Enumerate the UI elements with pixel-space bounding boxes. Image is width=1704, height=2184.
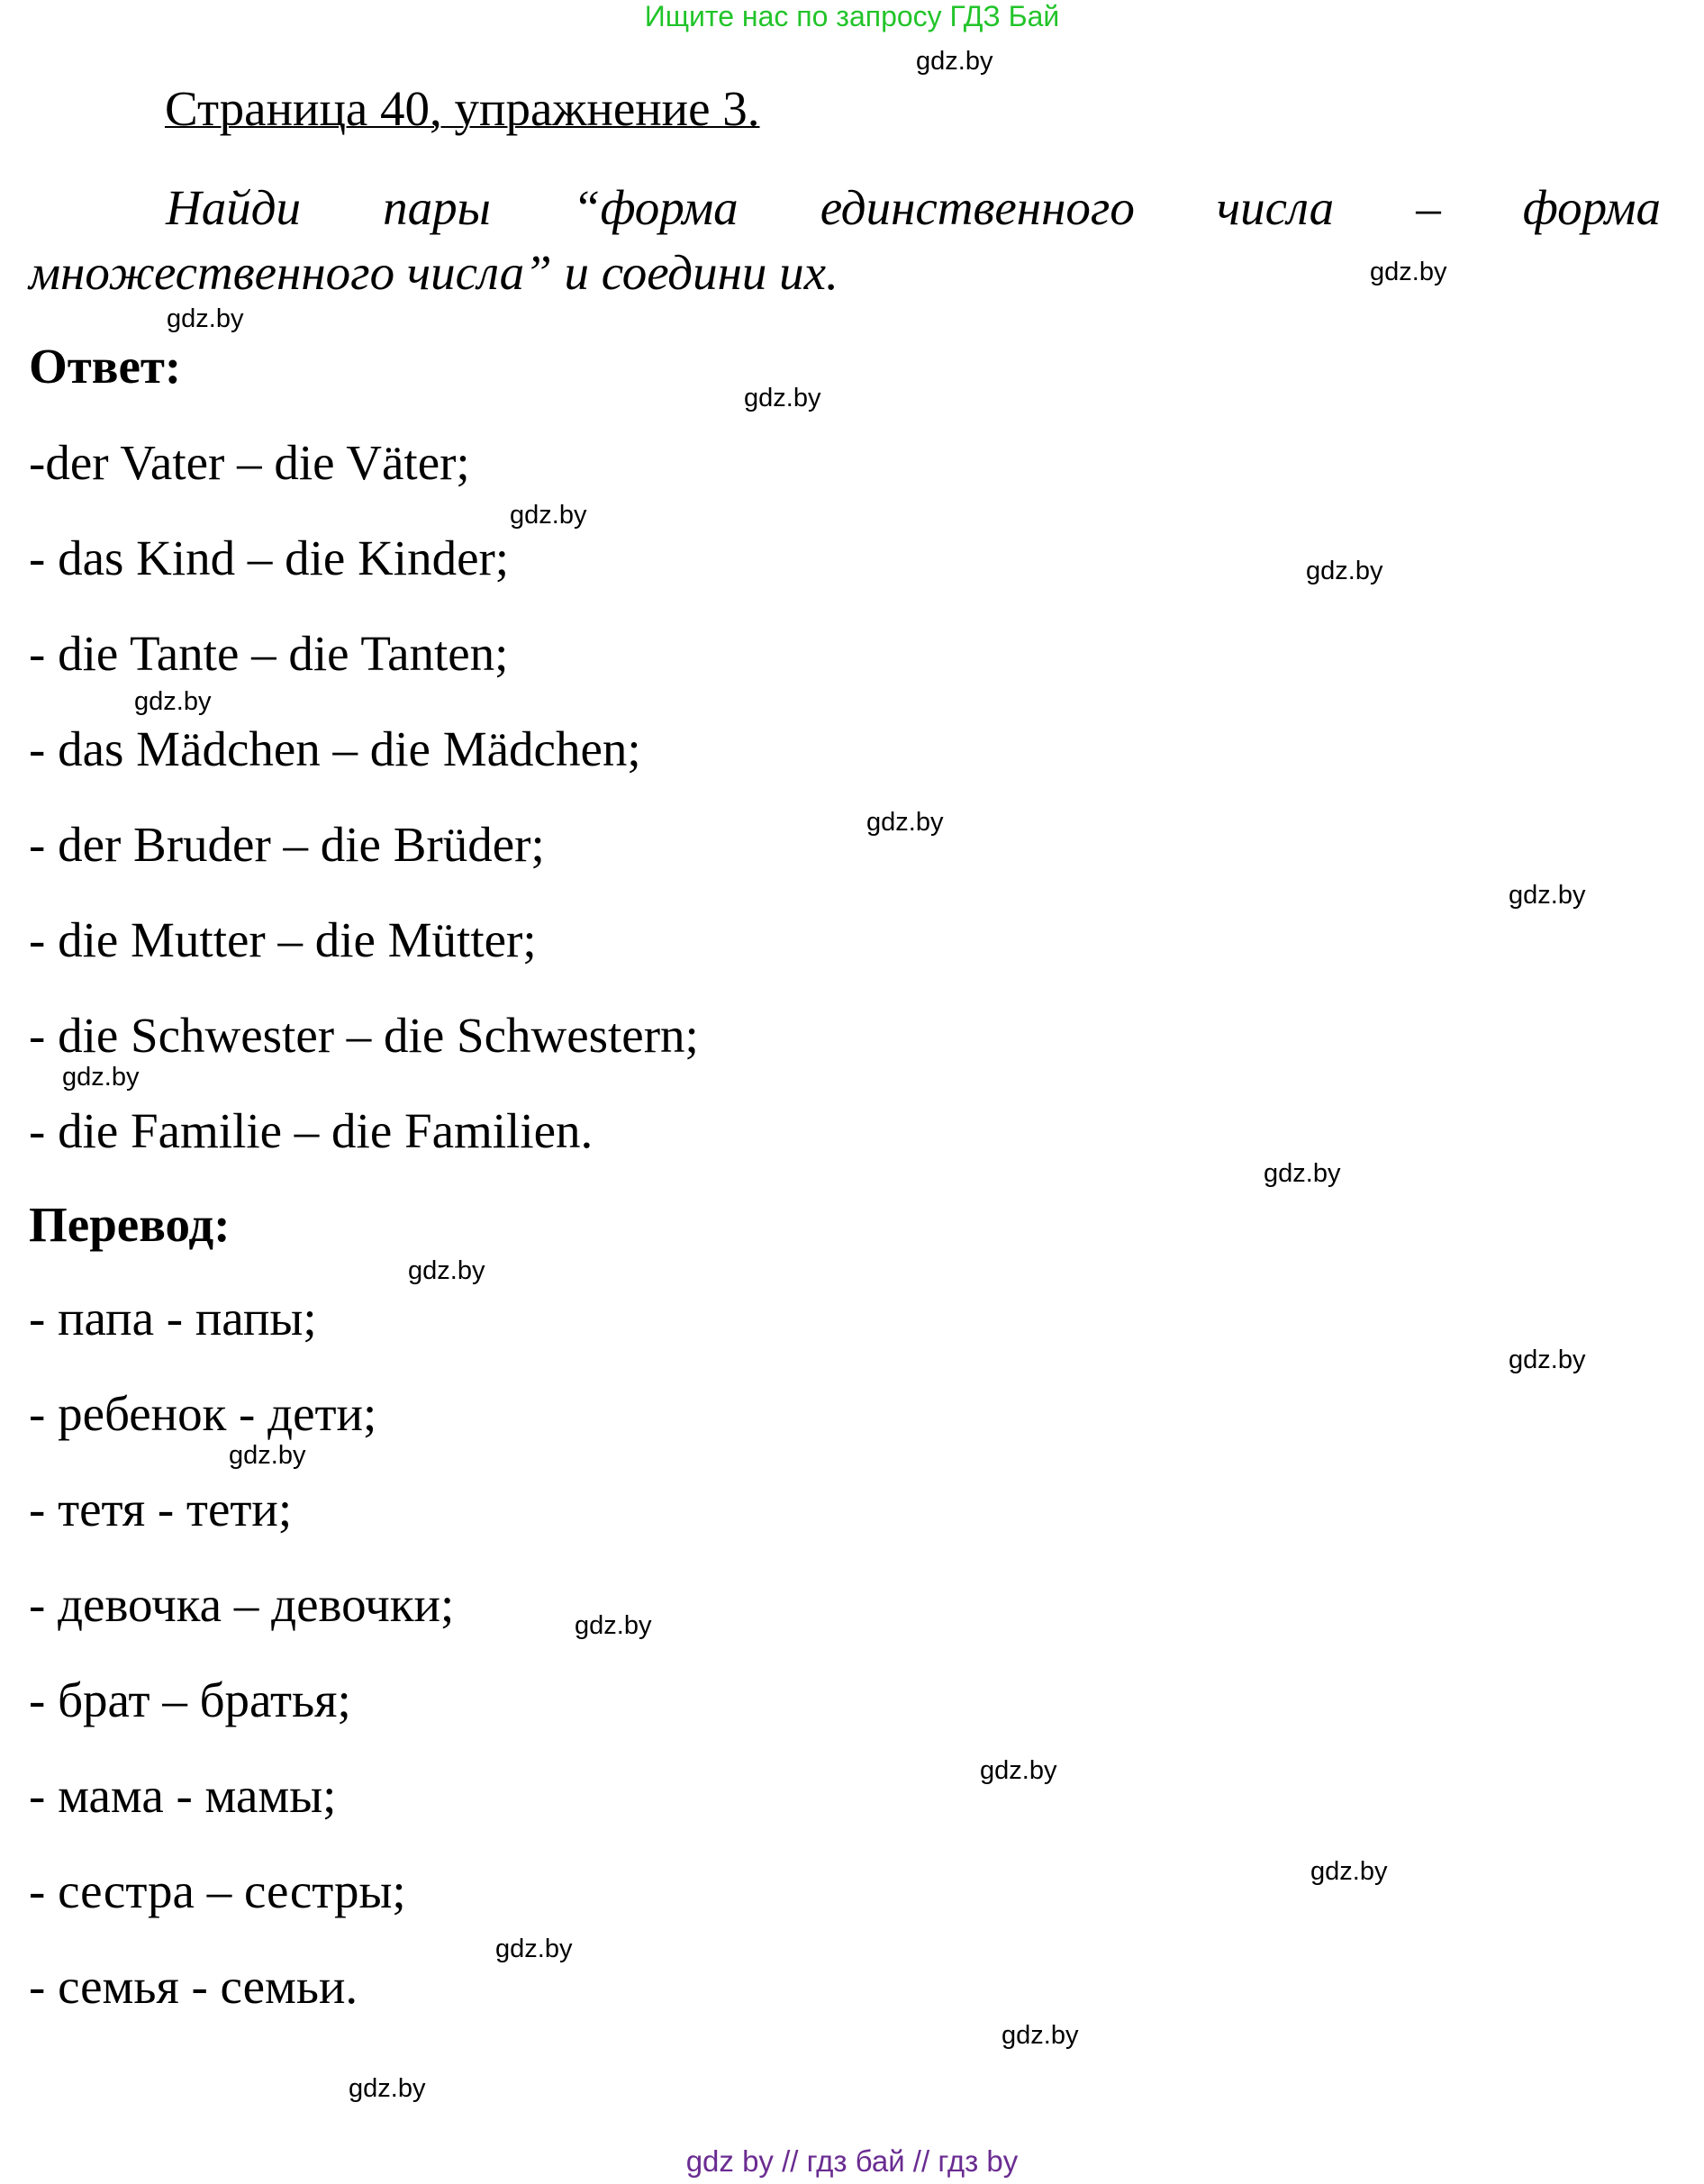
task-word: единственного [820, 180, 1135, 235]
watermark: gdz.by [510, 501, 587, 530]
watermark: gdz.by [62, 1063, 140, 1092]
task-word: “форма [572, 180, 739, 235]
translation-item: - брат – братья; [29, 1672, 351, 1727]
watermark: gdz.by [1509, 1346, 1586, 1374]
watermark: gdz.by [980, 1756, 1057, 1785]
answer-item: - das Mädchen – die Mädchen; [29, 721, 641, 776]
watermark: gdz.by [1002, 2021, 1079, 2050]
watermark: gdz.by [134, 687, 212, 716]
translation-item: - сестра – сестры; [29, 1863, 406, 1918]
watermark: gdz.by [866, 808, 944, 837]
watermark: gdz.by [916, 47, 993, 76]
translation-item: - тетя - тети; [29, 1482, 293, 1536]
watermark: gdz.by [495, 1935, 573, 1963]
watermark: gdz.by [1264, 1159, 1341, 1188]
task-line-2: множественного числа” и соедини их. [29, 245, 838, 300]
page-title: Страница 40, упражнение 3. [165, 81, 760, 136]
translation-item: - ребенок - дети; [29, 1386, 377, 1441]
translation-item: - семья - семьи. [29, 1959, 358, 2014]
task-word: Найди [166, 180, 302, 235]
answer-item: - der Bruder – die Brüder; [29, 817, 545, 872]
watermark: gdz.by [1306, 557, 1383, 585]
task-word: числа [1216, 180, 1335, 235]
watermark: gdz.by [349, 2074, 426, 2103]
task-line-1 [29, 176, 1661, 240]
footer-links[interactable]: gdz by // гдз бай // гдз by [685, 2144, 1019, 2178]
translation-item: - девочка – девочки; [29, 1577, 455, 1632]
watermark: gdz.by [1370, 258, 1447, 286]
watermark: gdz.by [229, 1441, 306, 1470]
header-banner[interactable]: Ищите нас по запросу ГДЗ Бай [644, 0, 1060, 32]
watermark: gdz.by [575, 1611, 652, 1640]
answer-item: -der Vater – die Väter; [29, 435, 470, 490]
answer-item: - das Kind – die Kinder; [29, 530, 510, 585]
answer-item: - die Mutter – die Mütter; [29, 912, 537, 967]
task-word: – [1416, 180, 1441, 235]
translation-heading: Перевод: [29, 1197, 231, 1252]
watermark: gdz.by [744, 384, 821, 412]
answer-item: - die Schwester – die Schwestern; [29, 1008, 699, 1063]
watermark: gdz.by [167, 304, 244, 333]
watermark: gdz.by [1509, 881, 1586, 910]
task-word: форма [1522, 180, 1661, 235]
translation-item: - мама - мамы; [29, 1768, 337, 1823]
answer-heading: Ответ: [29, 339, 182, 394]
watermark: gdz.by [408, 1256, 485, 1285]
translation-item: - папа - папы; [29, 1291, 317, 1346]
answer-item: - die Familie – die Familien. [29, 1103, 594, 1158]
watermark: gdz.by [1310, 1857, 1388, 1886]
answer-item: - die Tante – die Tanten; [29, 626, 509, 681]
task-word: пары [383, 180, 491, 235]
